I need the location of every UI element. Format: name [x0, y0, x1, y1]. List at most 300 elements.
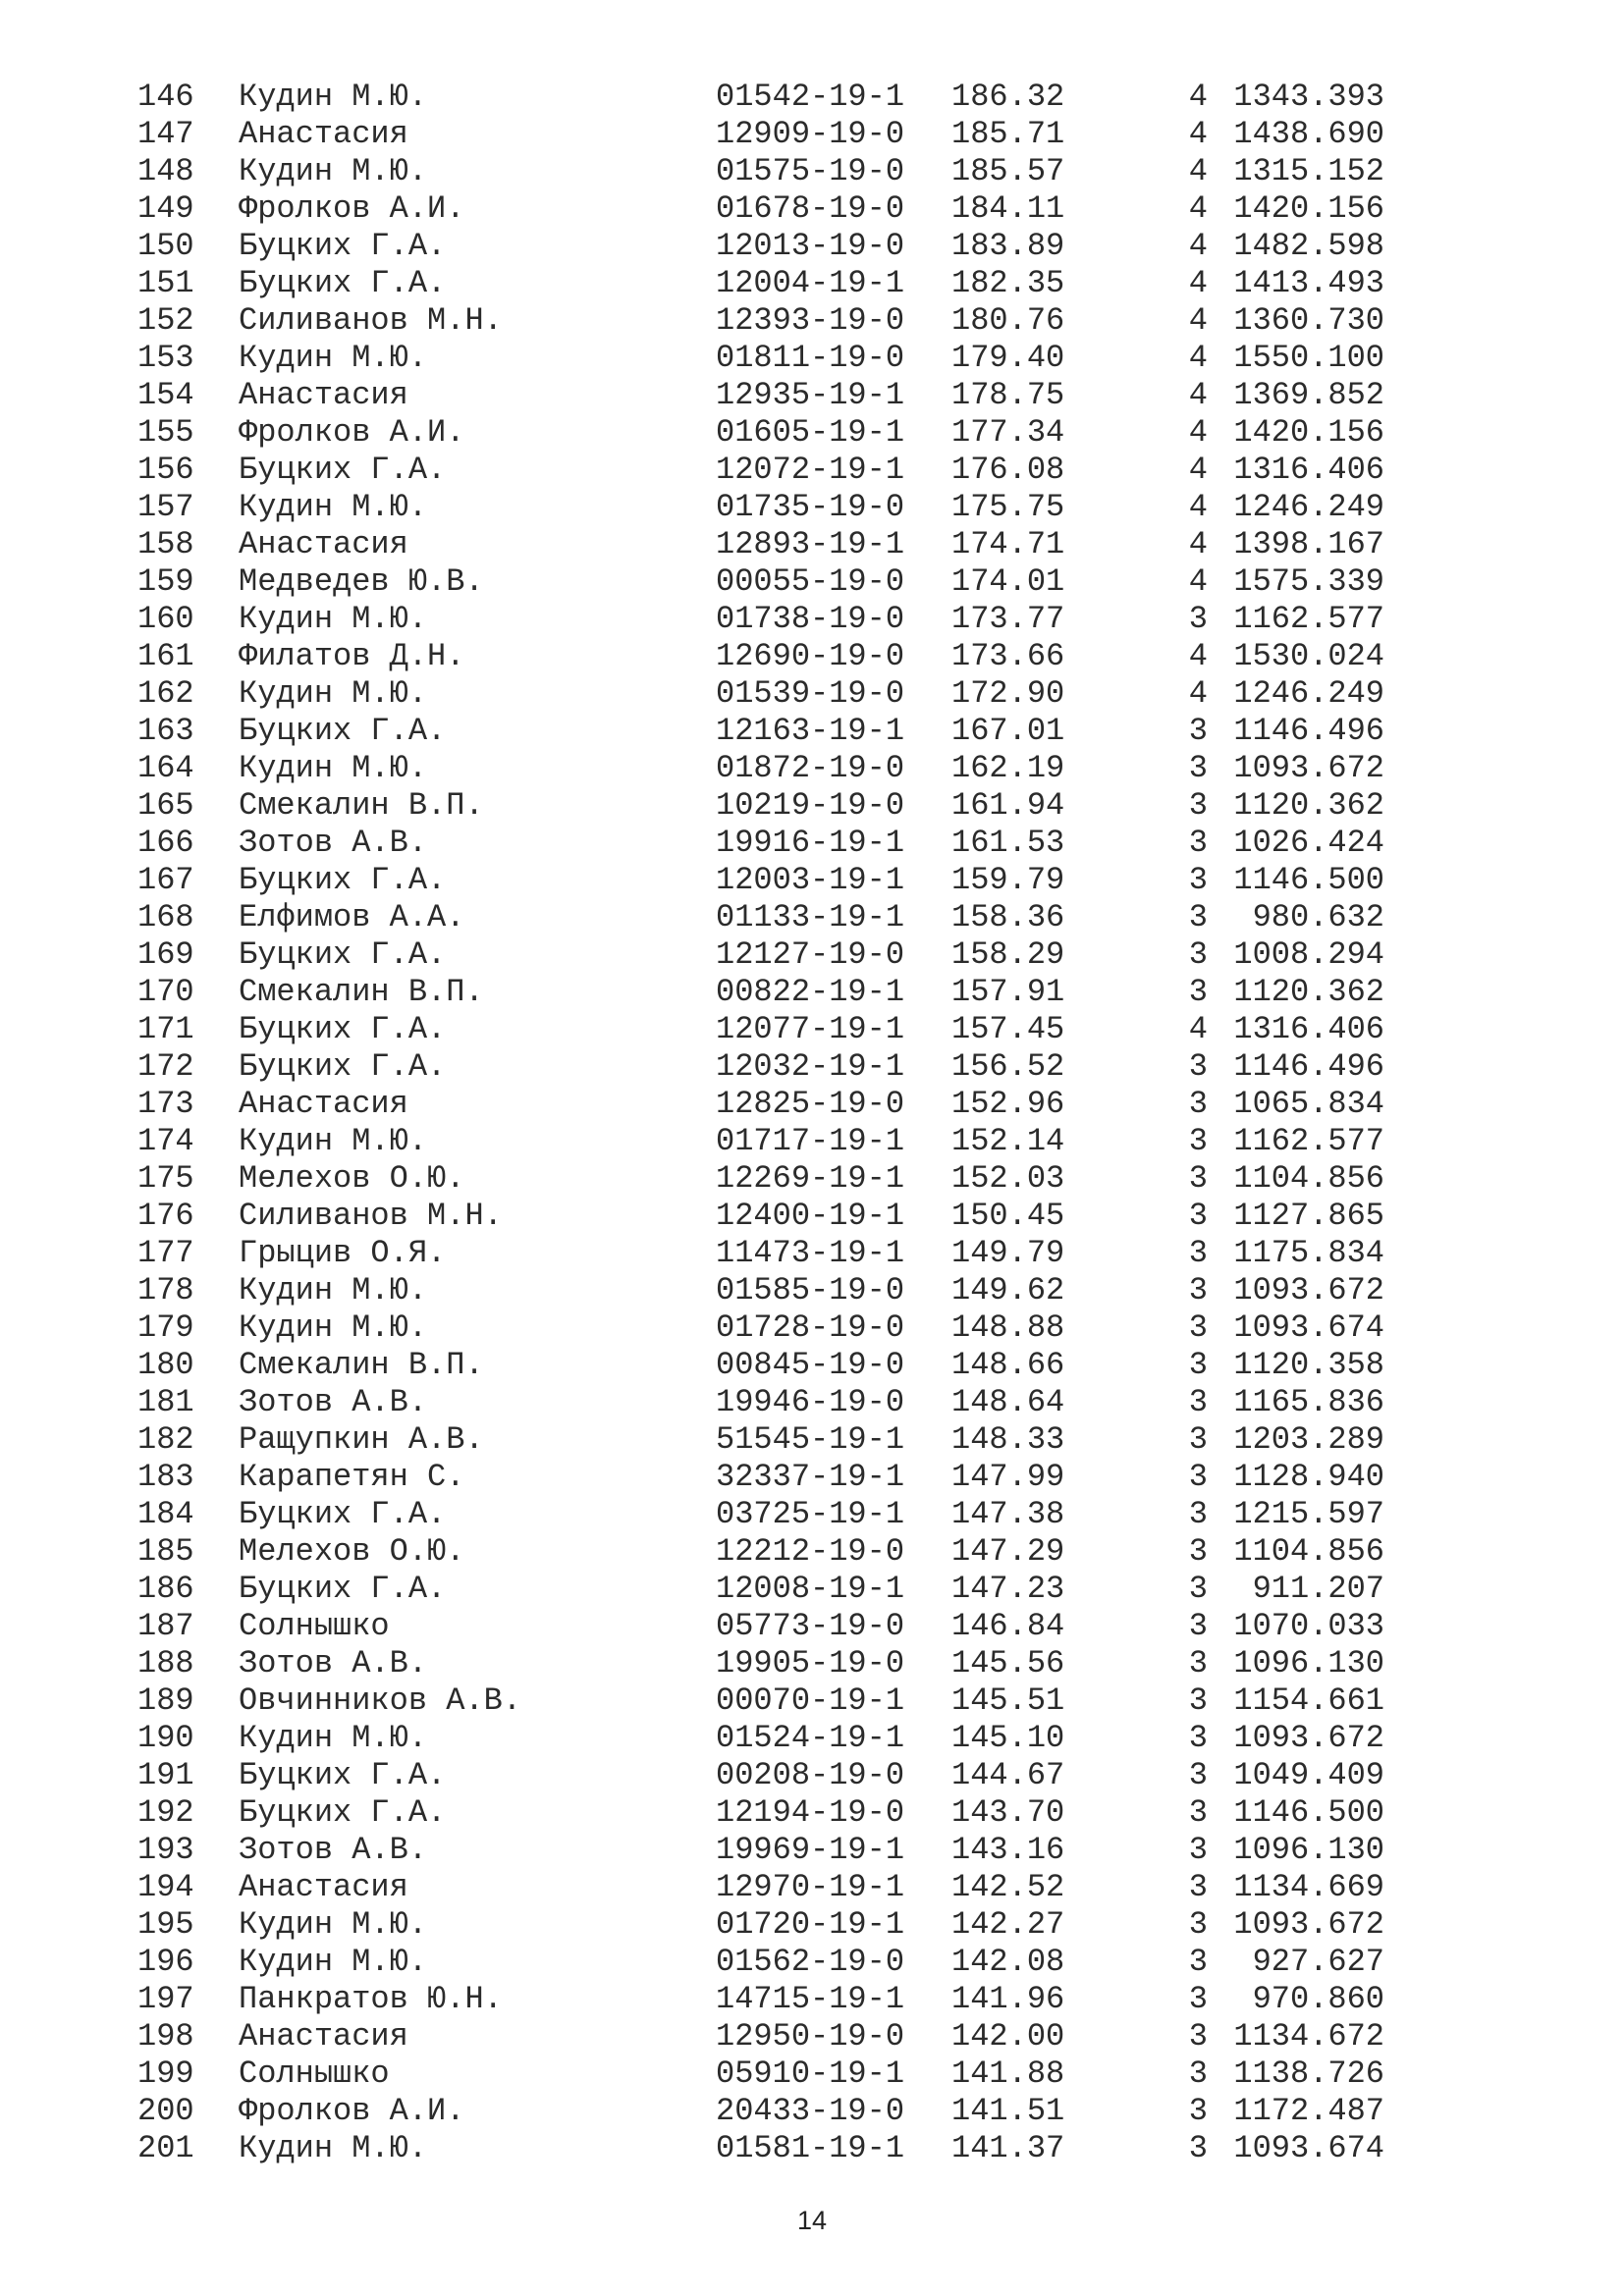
row-value: 1146.496 — [1233, 1048, 1384, 1085]
row-score: 143.70 — [951, 1794, 1065, 1831]
row-number: 176 — [137, 1198, 194, 1234]
row-code: 01581-19-1 — [716, 2130, 905, 2166]
row-code: 12194-19-0 — [716, 1794, 905, 1831]
row-value: 1162.577 — [1233, 1123, 1384, 1159]
row-score: 141.51 — [951, 2093, 1065, 2129]
row-value: 911.207 — [1252, 1571, 1384, 1607]
row-code: 01542-19-1 — [716, 79, 905, 115]
row-name: Буцких Г.А. — [239, 1496, 447, 1532]
row-class: 3 — [1188, 1981, 1208, 2017]
row-score: 180.76 — [951, 302, 1065, 339]
row-score: 186.32 — [951, 79, 1065, 115]
row-number: 179 — [137, 1309, 194, 1346]
row-code: 12013-19-0 — [716, 228, 905, 264]
row-score: 161.53 — [951, 825, 1065, 861]
row-value: 1482.598 — [1233, 228, 1384, 264]
row-code: 12008-19-1 — [716, 1571, 905, 1607]
row-name: Анастасия — [239, 1869, 408, 1905]
row-value: 1343.393 — [1233, 79, 1384, 115]
row-name: Кудин М.Ю. — [239, 1309, 428, 1346]
row-code: 01717-19-1 — [716, 1123, 905, 1159]
row-value: 1096.130 — [1233, 1832, 1384, 1868]
row-class: 3 — [1188, 1459, 1208, 1495]
row-number: 162 — [137, 675, 194, 712]
row-score: 145.10 — [951, 1720, 1065, 1756]
row-number: 199 — [137, 2056, 194, 2092]
row-name: Кудин М.Ю. — [239, 1906, 428, 1943]
row-code: 12072-19-1 — [716, 452, 905, 488]
row-class: 3 — [1188, 1123, 1208, 1159]
row-class: 3 — [1188, 974, 1208, 1010]
row-value: 927.627 — [1252, 1944, 1384, 1980]
row-number: 192 — [137, 1794, 194, 1831]
row-score: 149.62 — [951, 1272, 1065, 1308]
row-number: 166 — [137, 825, 194, 861]
row-name: Филатов Д.Н. — [239, 638, 465, 674]
row-number: 185 — [137, 1533, 194, 1570]
row-class: 3 — [1188, 1198, 1208, 1234]
row-class: 3 — [1188, 899, 1208, 935]
row-name: Кудин М.Ю. — [239, 2130, 428, 2166]
row-number: 167 — [137, 862, 194, 898]
row-code: 05910-19-1 — [716, 2056, 905, 2092]
row-value: 1096.130 — [1233, 1645, 1384, 1682]
row-code: 12163-19-1 — [716, 713, 905, 749]
row-number: 188 — [137, 1645, 194, 1682]
row-number: 187 — [137, 1608, 194, 1644]
row-name: Кудин М.Ю. — [239, 1720, 428, 1756]
row-code: 01720-19-1 — [716, 1906, 905, 1943]
row-score: 143.16 — [951, 1832, 1065, 1868]
row-code: 51545-19-1 — [716, 1421, 905, 1458]
row-value: 1026.424 — [1233, 825, 1384, 861]
row-code: 03725-19-1 — [716, 1496, 905, 1532]
row-class: 4 — [1188, 563, 1208, 600]
row-value: 970.860 — [1252, 1981, 1384, 2017]
row-name: Буцких Г.А. — [239, 228, 447, 264]
row-name: Фролков А.И. — [239, 414, 465, 451]
row-code: 12935-19-1 — [716, 377, 905, 413]
row-name: Анастасия — [239, 2018, 408, 2055]
row-class: 3 — [1188, 713, 1208, 749]
row-name: Кудин М.Ю. — [239, 750, 428, 786]
row-class: 4 — [1188, 489, 1208, 525]
row-number: 183 — [137, 1459, 194, 1495]
row-code: 01811-19-0 — [716, 340, 905, 376]
row-value: 1120.362 — [1233, 974, 1384, 1010]
row-value: 1120.362 — [1233, 787, 1384, 824]
row-name: Зотов А.В. — [239, 1384, 428, 1420]
row-number: 171 — [137, 1011, 194, 1047]
row-score: 142.52 — [951, 1869, 1065, 1905]
row-class: 3 — [1188, 1421, 1208, 1458]
row-number: 156 — [137, 452, 194, 488]
row-score: 147.99 — [951, 1459, 1065, 1495]
row-score: 158.36 — [951, 899, 1065, 935]
row-score: 167.01 — [951, 713, 1065, 749]
row-name: Кудин М.Ю. — [239, 340, 428, 376]
row-code: 01678-19-0 — [716, 190, 905, 227]
row-name: Буцких Г.А. — [239, 862, 447, 898]
row-value: 1316.406 — [1233, 452, 1384, 488]
row-class: 4 — [1188, 79, 1208, 115]
row-number: 200 — [137, 2093, 194, 2129]
row-score: 141.96 — [951, 1981, 1065, 2017]
row-score: 159.79 — [951, 862, 1065, 898]
row-code: 01738-19-0 — [716, 601, 905, 637]
row-class: 4 — [1188, 153, 1208, 189]
row-value: 1146.500 — [1233, 1794, 1384, 1831]
row-value: 1154.661 — [1233, 1682, 1384, 1719]
row-value: 1360.730 — [1233, 302, 1384, 339]
row-name: Кудин М.Ю. — [239, 153, 428, 189]
row-class: 3 — [1188, 1160, 1208, 1197]
row-value: 1138.726 — [1233, 2056, 1384, 2092]
row-score: 148.66 — [951, 1347, 1065, 1383]
row-name: Анастасия — [239, 116, 408, 152]
row-number: 170 — [137, 974, 194, 1010]
row-value: 1104.856 — [1233, 1533, 1384, 1570]
row-value: 980.632 — [1252, 899, 1384, 935]
row-class: 4 — [1188, 228, 1208, 264]
row-class: 3 — [1188, 2130, 1208, 2166]
row-value: 1246.249 — [1233, 675, 1384, 712]
row-class: 3 — [1188, 787, 1208, 824]
row-class: 3 — [1188, 1906, 1208, 1943]
row-value: 1575.339 — [1233, 563, 1384, 600]
row-score: 148.33 — [951, 1421, 1065, 1458]
row-value: 1104.856 — [1233, 1160, 1384, 1197]
row-class: 4 — [1188, 1011, 1208, 1047]
row-name: Анастасия — [239, 1086, 408, 1122]
row-score: 162.19 — [951, 750, 1065, 786]
row-class: 4 — [1188, 452, 1208, 488]
row-value: 1316.406 — [1233, 1011, 1384, 1047]
row-code: 12003-19-1 — [716, 862, 905, 898]
row-code: 01728-19-0 — [716, 1309, 905, 1346]
row-score: 173.77 — [951, 601, 1065, 637]
row-code: 01585-19-0 — [716, 1272, 905, 1308]
row-value: 1165.836 — [1233, 1384, 1384, 1420]
row-name: Кудин М.Ю. — [239, 1272, 428, 1308]
row-class: 3 — [1188, 936, 1208, 973]
row-value: 1550.100 — [1233, 340, 1384, 376]
row-name: Грыцив О.Я. — [239, 1235, 447, 1271]
row-class: 4 — [1188, 302, 1208, 339]
row-code: 01524-19-1 — [716, 1720, 905, 1756]
row-number: 173 — [137, 1086, 194, 1122]
row-name: Овчинников А.В. — [239, 1682, 522, 1719]
row-name: Зотов А.В. — [239, 1832, 428, 1868]
row-name: Мелехов О.Ю. — [239, 1160, 465, 1197]
row-value: 1530.024 — [1233, 638, 1384, 674]
row-name: Ращупкин А.В. — [239, 1421, 484, 1458]
row-class: 3 — [1188, 2056, 1208, 2092]
row-class: 4 — [1188, 526, 1208, 562]
row-score: 158.29 — [951, 936, 1065, 973]
row-number: 154 — [137, 377, 194, 413]
row-score: 157.45 — [951, 1011, 1065, 1047]
row-number: 191 — [137, 1757, 194, 1793]
row-number: 161 — [137, 638, 194, 674]
row-code: 00070-19-1 — [716, 1682, 905, 1719]
row-name: Смекалин В.П. — [239, 1347, 484, 1383]
row-name: Солнышко — [239, 2056, 390, 2092]
row-number: 174 — [137, 1123, 194, 1159]
row-number: 181 — [137, 1384, 194, 1420]
row-code: 12127-19-0 — [716, 936, 905, 973]
row-score: 184.11 — [951, 190, 1065, 227]
row-score: 145.56 — [951, 1645, 1065, 1682]
row-code: 19946-19-0 — [716, 1384, 905, 1420]
row-score: 174.01 — [951, 563, 1065, 600]
row-value: 1127.865 — [1233, 1198, 1384, 1234]
row-name: Елфимов А.А. — [239, 899, 465, 935]
row-number: 160 — [137, 601, 194, 637]
row-code: 12269-19-1 — [716, 1160, 905, 1197]
row-class: 4 — [1188, 265, 1208, 301]
row-value: 1134.672 — [1233, 2018, 1384, 2055]
row-value: 1093.674 — [1233, 1309, 1384, 1346]
row-score: 147.38 — [951, 1496, 1065, 1532]
row-code: 12893-19-1 — [716, 526, 905, 562]
row-score: 178.75 — [951, 377, 1065, 413]
row-score: 185.57 — [951, 153, 1065, 189]
row-number: 168 — [137, 899, 194, 935]
row-value: 1398.167 — [1233, 526, 1384, 562]
row-number: 180 — [137, 1347, 194, 1383]
row-code: 12032-19-1 — [716, 1048, 905, 1085]
row-name: Силиванов М.Н. — [239, 302, 503, 339]
row-number: 198 — [137, 2018, 194, 2055]
row-name: Фролков А.И. — [239, 2093, 465, 2129]
row-number: 186 — [137, 1571, 194, 1607]
row-class: 3 — [1188, 1496, 1208, 1532]
row-name: Солнышко — [239, 1608, 390, 1644]
row-number: 189 — [137, 1682, 194, 1719]
row-score: 182.35 — [951, 265, 1065, 301]
row-class: 3 — [1188, 1533, 1208, 1570]
row-class: 4 — [1188, 638, 1208, 674]
row-score: 144.67 — [951, 1757, 1065, 1793]
row-code: 01575-19-0 — [716, 153, 905, 189]
row-score: 152.96 — [951, 1086, 1065, 1122]
row-class: 4 — [1188, 675, 1208, 712]
row-name: Зотов А.В. — [239, 825, 428, 861]
row-number: 157 — [137, 489, 194, 525]
row-code: 00208-19-0 — [716, 1757, 905, 1793]
row-name: Буцких Г.А. — [239, 1571, 447, 1607]
row-number: 150 — [137, 228, 194, 264]
row-name: Кудин М.Ю. — [239, 1123, 428, 1159]
row-class: 3 — [1188, 2093, 1208, 2129]
row-name: Кудин М.Ю. — [239, 1944, 428, 1980]
row-score: 156.52 — [951, 1048, 1065, 1085]
row-code: 01562-19-0 — [716, 1944, 905, 1980]
row-code: 00822-19-1 — [716, 974, 905, 1010]
row-score: 183.89 — [951, 228, 1065, 264]
row-number: 151 — [137, 265, 194, 301]
row-name: Смекалин В.П. — [239, 974, 484, 1010]
row-name: Кудин М.Ю. — [239, 489, 428, 525]
row-score: 157.91 — [951, 974, 1065, 1010]
row-name: Буцких Г.А. — [239, 936, 447, 973]
row-number: 148 — [137, 153, 194, 189]
row-value: 1146.496 — [1233, 713, 1384, 749]
row-number: 165 — [137, 787, 194, 824]
row-value: 1093.672 — [1233, 750, 1384, 786]
row-class: 3 — [1188, 1347, 1208, 1383]
row-class: 3 — [1188, 1944, 1208, 1980]
row-class: 3 — [1188, 862, 1208, 898]
row-code: 14715-19-1 — [716, 1981, 905, 2017]
row-name: Медведев Ю.В. — [239, 563, 484, 600]
row-class: 3 — [1188, 1235, 1208, 1271]
row-score: 172.90 — [951, 675, 1065, 712]
row-value: 1070.033 — [1233, 1608, 1384, 1644]
row-number: 172 — [137, 1048, 194, 1085]
row-value: 1315.152 — [1233, 153, 1384, 189]
row-code: 12970-19-1 — [716, 1869, 905, 1905]
row-class: 3 — [1188, 1645, 1208, 1682]
row-value: 1203.289 — [1233, 1421, 1384, 1458]
row-code: 32337-19-1 — [716, 1459, 905, 1495]
row-number: 197 — [137, 1981, 194, 2017]
page-number: 14 — [796, 2206, 828, 2235]
row-value: 1049.409 — [1233, 1757, 1384, 1793]
row-value: 1093.672 — [1233, 1272, 1384, 1308]
row-score: 141.37 — [951, 2130, 1065, 2166]
row-score: 142.00 — [951, 2018, 1065, 2055]
row-name: Карапетян С. — [239, 1459, 465, 1495]
row-number: 159 — [137, 563, 194, 600]
row-value: 1413.493 — [1233, 265, 1384, 301]
row-code: 12077-19-1 — [716, 1011, 905, 1047]
row-value: 1093.672 — [1233, 1906, 1384, 1943]
row-name: Анастасия — [239, 377, 408, 413]
row-name: Анастасия — [239, 526, 408, 562]
row-value: 1369.852 — [1233, 377, 1384, 413]
row-score: 179.40 — [951, 340, 1065, 376]
row-value: 1008.294 — [1233, 936, 1384, 973]
row-score: 141.88 — [951, 2056, 1065, 2092]
row-code: 00055-19-0 — [716, 563, 905, 600]
row-value: 1093.672 — [1233, 1720, 1384, 1756]
row-number: 182 — [137, 1421, 194, 1458]
row-code: 01872-19-0 — [716, 750, 905, 786]
row-number: 164 — [137, 750, 194, 786]
row-name: Буцких Г.А. — [239, 1011, 447, 1047]
row-code: 12825-19-0 — [716, 1086, 905, 1122]
row-name: Мелехов О.Ю. — [239, 1533, 465, 1570]
row-score: 176.08 — [951, 452, 1065, 488]
row-value: 1438.690 — [1233, 116, 1384, 152]
row-number: 193 — [137, 1832, 194, 1868]
row-value: 1120.358 — [1233, 1347, 1384, 1383]
row-score: 148.64 — [951, 1384, 1065, 1420]
row-code: 01133-19-1 — [716, 899, 905, 935]
row-value: 1065.834 — [1233, 1086, 1384, 1122]
row-number: 175 — [137, 1160, 194, 1197]
row-score: 177.34 — [951, 414, 1065, 451]
row-code: 12950-19-0 — [716, 2018, 905, 2055]
row-class: 4 — [1188, 414, 1208, 451]
row-number: 146 — [137, 79, 194, 115]
row-name: Панкратов Ю.Н. — [239, 1981, 503, 2017]
row-code: 01539-19-0 — [716, 675, 905, 712]
row-class: 3 — [1188, 1682, 1208, 1719]
row-name: Кудин М.Ю. — [239, 601, 428, 637]
row-score: 152.14 — [951, 1123, 1065, 1159]
row-value: 1175.834 — [1233, 1235, 1384, 1271]
row-code: 12690-19-0 — [716, 638, 905, 674]
row-name: Силиванов М.Н. — [239, 1198, 503, 1234]
row-name: Кудин М.Ю. — [239, 675, 428, 712]
row-code: 12212-19-0 — [716, 1533, 905, 1570]
row-score: 150.45 — [951, 1198, 1065, 1234]
row-code: 01735-19-0 — [716, 489, 905, 525]
row-value: 1146.500 — [1233, 862, 1384, 898]
row-value: 1128.940 — [1233, 1459, 1384, 1495]
row-class: 3 — [1188, 2018, 1208, 2055]
row-number: 158 — [137, 526, 194, 562]
row-score: 142.27 — [951, 1906, 1065, 1943]
row-number: 153 — [137, 340, 194, 376]
row-score: 147.23 — [951, 1571, 1065, 1607]
row-number: 190 — [137, 1720, 194, 1756]
row-name: Буцких Г.А. — [239, 1048, 447, 1085]
row-code: 11473-19-1 — [716, 1235, 905, 1271]
row-class: 3 — [1188, 1086, 1208, 1122]
row-number: 178 — [137, 1272, 194, 1308]
row-class: 3 — [1188, 825, 1208, 861]
row-value: 1215.597 — [1233, 1496, 1384, 1532]
row-class: 3 — [1188, 1608, 1208, 1644]
row-code: 20433-19-0 — [716, 2093, 905, 2129]
row-code: 12393-19-0 — [716, 302, 905, 339]
row-score: 152.03 — [951, 1160, 1065, 1197]
row-number: 177 — [137, 1235, 194, 1271]
row-number: 147 — [137, 116, 194, 152]
row-class: 4 — [1188, 116, 1208, 152]
row-class: 3 — [1188, 1048, 1208, 1085]
row-class: 3 — [1188, 1720, 1208, 1756]
row-value: 1246.249 — [1233, 489, 1384, 525]
row-number: 163 — [137, 713, 194, 749]
row-code: 12004-19-1 — [716, 265, 905, 301]
row-score: 148.88 — [951, 1309, 1065, 1346]
row-value: 1420.156 — [1233, 414, 1384, 451]
row-number: 149 — [137, 190, 194, 227]
row-class: 3 — [1188, 1384, 1208, 1420]
row-code: 19969-19-1 — [716, 1832, 905, 1868]
row-name: Буцких Г.А. — [239, 713, 447, 749]
row-score: 147.29 — [951, 1533, 1065, 1570]
row-name: Фролков А.И. — [239, 190, 465, 227]
row-score: 174.71 — [951, 526, 1065, 562]
row-class: 3 — [1188, 1757, 1208, 1793]
row-class: 3 — [1188, 1309, 1208, 1346]
row-code: 12909-19-0 — [716, 116, 905, 152]
row-score: 185.71 — [951, 116, 1065, 152]
row-code: 01605-19-1 — [716, 414, 905, 451]
row-score: 146.84 — [951, 1608, 1065, 1644]
row-number: 155 — [137, 414, 194, 451]
row-name: Буцких Г.А. — [239, 265, 447, 301]
row-name: Зотов А.В. — [239, 1645, 428, 1682]
row-name: Буцких Г.А. — [239, 1794, 447, 1831]
row-class: 3 — [1188, 1571, 1208, 1607]
